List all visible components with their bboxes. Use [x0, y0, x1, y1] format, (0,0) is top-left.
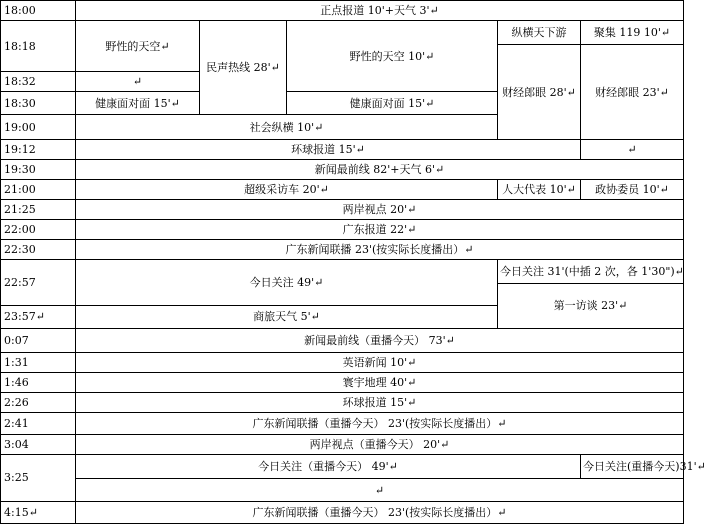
- program-cell: 民声热线 28'↵: [200, 20, 287, 114]
- program-cell: 两岸视点 20'↵: [76, 199, 684, 219]
- time-cell: 22:30: [1, 239, 76, 259]
- program-cell: 财经郎眼 28'↵: [498, 45, 581, 139]
- time-cell: 23:57↵: [1, 306, 76, 328]
- program-cell: 社会纵横 10'↵: [76, 115, 498, 139]
- program-cell: 野性的天空↵: [76, 20, 200, 71]
- program-cell: 广东新闻联播 23'(按实际长度播出）↵: [76, 239, 684, 259]
- table-row: [1, 219, 684, 239]
- time-cell: 1:31: [1, 352, 76, 372]
- time-cell: 18:00: [1, 1, 76, 21]
- time-cell: 4:15↵: [1, 501, 76, 523]
- table-row: [1, 179, 684, 199]
- time-cell: 19:30: [1, 159, 76, 179]
- program-cell: 今日关注 49'↵: [76, 259, 498, 306]
- program-cell: 两岸视点（重播今天） 20'↵: [76, 435, 684, 455]
- program-cell: 第一访谈 23'↵: [498, 284, 684, 328]
- program-cell: ↵: [76, 479, 684, 501]
- time-cell: 18:18: [1, 20, 76, 71]
- table-row: [1, 159, 684, 179]
- table-row: [1, 372, 684, 392]
- time-cell: 22:57: [1, 259, 76, 306]
- program-cell: 政协委员 10'↵: [581, 179, 684, 199]
- program-cell: 超级采访车 20'↵: [76, 179, 498, 199]
- program-cell: 今日关注（重播今天） 49'↵: [76, 455, 581, 479]
- program-cell: 商旅天气 5'↵: [76, 306, 498, 328]
- table-row: [1, 199, 684, 219]
- table-row: [1, 455, 684, 479]
- program-cell: 环球报道 15'↵: [76, 139, 581, 159]
- program-cell: ↵: [76, 72, 200, 92]
- program-cell: ↵: [581, 139, 684, 159]
- program-cell: 健康面对面 15'↵: [76, 92, 200, 115]
- table-row: [1, 139, 684, 159]
- table-row: [1, 352, 684, 372]
- table-row: [1, 239, 684, 259]
- program-cell: 英语新闻 10'↵: [76, 352, 684, 372]
- time-cell: 19:00: [1, 115, 76, 139]
- time-cell: 2:26: [1, 392, 76, 412]
- program-cell: 今日关注 31'(中插 2 次，各 1'30")↵: [498, 259, 684, 283]
- program-cell: 人大代表 10'↵: [498, 179, 581, 199]
- time-cell: 21:25: [1, 199, 76, 219]
- table-row: [1, 501, 684, 523]
- program-cell: 纵横天下游: [498, 20, 581, 44]
- program-cell: 广东新闻联播（重播今天） 23'(按实际长度播出）↵: [76, 501, 684, 523]
- time-cell: 22:00: [1, 219, 76, 239]
- table-row: [1, 328, 684, 352]
- table-row: [1, 479, 684, 501]
- program-cell: 财经郎眼 23'↵: [581, 45, 684, 139]
- time-cell: 2:41: [1, 412, 76, 434]
- program-cell: 正点报道 10'+天气 3'↵: [76, 1, 684, 21]
- time-cell: 3:25: [1, 455, 76, 502]
- time-cell: 18:30: [1, 92, 76, 115]
- program-cell: 新闻最前线 82'+天气 6'↵: [76, 159, 684, 179]
- table-row: [1, 20, 684, 44]
- program-cell: 环球报道 15'↵: [76, 392, 684, 412]
- table-row: [1, 412, 684, 434]
- program-cell: 寰宇地理 40'↵: [76, 372, 684, 392]
- program-cell: 健康面对面 15'↵: [287, 92, 498, 115]
- table-row: [1, 259, 684, 283]
- table-row: [1, 435, 684, 455]
- time-cell: 1:46: [1, 372, 76, 392]
- program-cell: 聚集 119 10'↵: [581, 20, 684, 44]
- program-cell: 新闻最前线（重播今天） 73'↵: [76, 328, 684, 352]
- time-cell: 18:32: [1, 72, 76, 92]
- program-cell: 野性的天空 10'↵: [287, 20, 498, 91]
- time-cell: 19:12: [1, 139, 76, 159]
- program-cell: 广东新闻联播（重播今天） 23'(按实际长度播出）↵: [76, 412, 684, 434]
- table-row: [1, 392, 684, 412]
- program-cell: 今日关注(重播今天)31'↵: [581, 455, 684, 479]
- table-row: [1, 1, 684, 21]
- time-cell: 3:04: [1, 435, 76, 455]
- program-cell: 广东报道 22'↵: [76, 219, 684, 239]
- time-cell: 0:07: [1, 328, 76, 352]
- time-cell: 21:00: [1, 179, 76, 199]
